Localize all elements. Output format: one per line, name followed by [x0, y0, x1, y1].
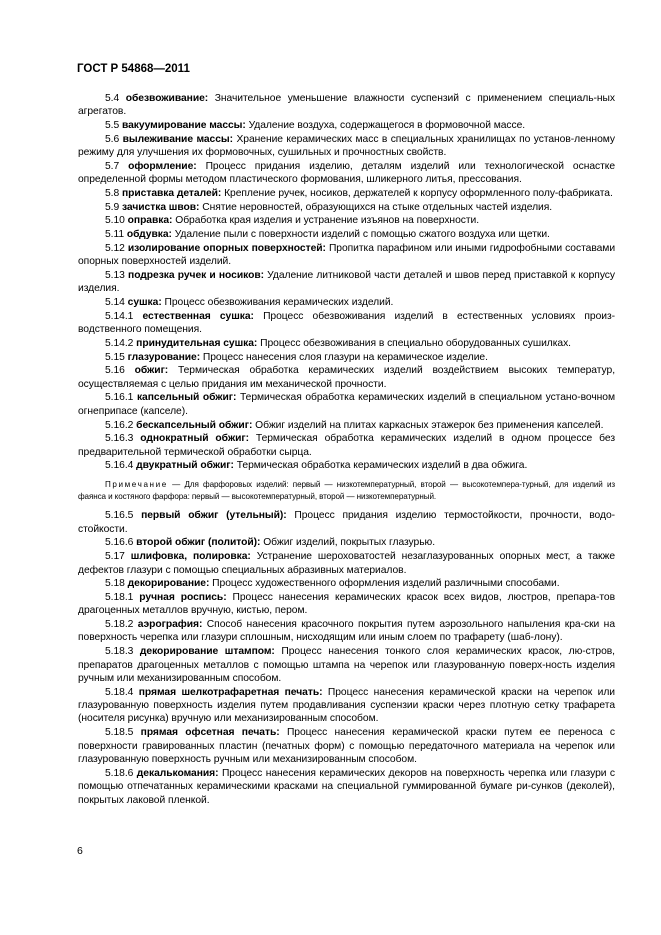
term: изолирование опорных поверхностей: — [127, 242, 326, 254]
clause-number: 5.14.2 — [105, 337, 134, 349]
definition-5-18-1 — [78, 591, 615, 618]
clause-number: 5.18.2 — [105, 619, 134, 631]
definition-text: Обработка края изделия и устранение изъянов на поверхности. — [175, 215, 480, 227]
definition-text: Удаление пыли с поверхности изделий с помощью сжатого воздуха или щетки. — [174, 229, 550, 241]
definition-text: Способ нанесения красочного покрытия путем аэрозольного напыления кра-ски на поверхность черепка или глазури сплошным, нисходящим или иным слоем по трафарету (шаб-лону). — [78, 619, 615, 644]
definition-5-18-5 — [78, 726, 615, 766]
clause-number: 5.18.5 — [105, 727, 134, 739]
clause-number: 5.10 — [105, 215, 125, 227]
term: оформление: — [128, 160, 197, 172]
term: бескапсельный обжиг: — [136, 419, 253, 431]
term: обезвоживание: — [125, 93, 209, 104]
clause-number: 5.18.3 — [105, 646, 134, 658]
definition-text: Термическая обработка керамических изделий в специальном устано-вочном огнеприпасе (капселе). — [78, 392, 615, 417]
definition-text: Процесс придания изделию, деталям изделий или технологической оснастке определенной формы методом пластического формования, шликерного литья, прессования. — [78, 160, 616, 186]
clause-number: 5.7 — [105, 160, 120, 172]
clause-number: 5.8 — [105, 188, 120, 200]
definitions-list-continued — [78, 509, 615, 807]
clause-number: 5.14.1 — [105, 310, 134, 322]
definition-5-14 — [78, 296, 615, 309]
term: декалькомания: — [136, 767, 219, 779]
term: первый обжиг (утельный): — [141, 510, 287, 522]
definition-5-6 — [78, 133, 615, 160]
term: вылеживание массы: — [122, 133, 234, 145]
definition-5-17 — [78, 550, 615, 577]
definition-text: Удаление воздуха, содержащегося в формовочной массе. — [248, 120, 526, 132]
term: декорирование штампом: — [139, 646, 275, 658]
definition-5-14-2 — [78, 337, 615, 350]
term: естественная сушка: — [142, 310, 254, 322]
definition-text: Процесс обезвоживания изделий в естественных условиях произ-водственного помещения. — [78, 310, 615, 336]
clause-number: 5.13 — [105, 269, 125, 281]
term: декорирование: — [127, 578, 210, 590]
definition-text: Обжиг изделий, покрытых глазурью. — [263, 537, 436, 549]
definition-5-18 — [78, 577, 615, 590]
term: вакуумирование массы: — [121, 120, 246, 132]
clause-number: 5.16.5 — [105, 510, 134, 522]
definition-text: Процесс нанесения слоя глазури на керамическое изделие. — [202, 351, 488, 363]
clause-number: 5.6 — [105, 133, 120, 145]
definition-text: Устранение шероховатостей незаглазурованных опорных мест, а также дефектов глазури с помощью специальных абразивных материалов. — [78, 551, 616, 576]
definition-text: Термическая обработка керамических изделий воздействием высоких температур, осуществляемая с целью придания им механической прочности. — [78, 365, 616, 390]
term: прямая офсетная печать: — [140, 727, 280, 739]
definition-5-18-4 — [78, 686, 615, 726]
term: ручная роспись: — [139, 591, 227, 603]
clause-number: 5.16.6 — [105, 537, 134, 549]
definition-5-16 — [78, 364, 615, 391]
document-body — [78, 92, 615, 807]
term: шлифовка, полировка: — [130, 551, 251, 563]
note — [78, 479, 615, 503]
term: оправка: — [127, 215, 173, 227]
definition-5-7 — [78, 160, 615, 187]
term: обдувка: — [126, 229, 172, 241]
definition-text: Процесс нанесения керамической краски путем ее переноса с поверхности гравированных пластин (печатных форм) с помощью передаточного материала на черепок или глазурованную поверхность ручным или механизированным способом. — [78, 727, 616, 765]
term: прямая шелкотрафаретная печать: — [138, 686, 323, 698]
definition-5-16-2 — [78, 419, 615, 432]
page-header: ГОСТ Р 54868—2011 — [77, 63, 190, 75]
definition-5-18-2 — [78, 618, 615, 645]
term: глазурование: — [127, 351, 201, 363]
definition-5-4 — [78, 92, 615, 119]
page-number: 6 — [77, 845, 83, 857]
clause-number: 5.16.3 — [105, 433, 134, 445]
term: принудительная сушка: — [136, 337, 258, 349]
term: зачистка швов: — [121, 201, 200, 213]
term: сушка: — [127, 297, 162, 309]
definition-text: Процесс обезвоживания керамических изделий. — [164, 297, 394, 309]
clause-number: 5.16.2 — [105, 419, 134, 431]
definition-5-14-1 — [78, 310, 615, 337]
definition-5-8 — [78, 187, 615, 200]
definition-text: Процесс нанесения тонкого слоя керамических красок, лю-стров, препаратов драгоценных металлов с помощью штампа на черепок или глазурованную поверх-ность изделия ручным или механизированным способом. — [78, 646, 615, 684]
definition-text: Процесс нанесения керамической краски на черепок или глазурованную поверхность изделия путем продавливания суспензии краски через плотную сетку трафарета (носителя рисунка) вручную или механизированным способом. — [78, 686, 615, 725]
definition-5-16-1 — [78, 391, 615, 418]
clause-number: 5.16.4 — [105, 460, 134, 472]
clause-number: 5.16 — [105, 365, 125, 377]
definition-text: Крепление ручек, носиков, держателей к корпусу оформленного полу-фабриката. — [224, 188, 613, 200]
definition-5-5 — [78, 119, 615, 132]
term: однократный обжиг: — [140, 433, 249, 445]
clause-number: 5.5 — [105, 120, 120, 132]
definition-text: Хранение керамических масс в специальных хранилищах по установ-ленному режиму для улучшения их формовочных, сушильных и прочностных свойств. — [78, 133, 615, 159]
clause-number: 5.17 — [105, 551, 125, 563]
definition-5-16-6 — [78, 536, 615, 549]
term: обжиг: — [134, 365, 169, 377]
term: приставка деталей: — [121, 188, 222, 200]
definition-5-11 — [78, 228, 615, 241]
definition-5-10 — [78, 214, 615, 227]
clause-number: 5.12 — [105, 242, 125, 254]
clause-number: 5.18 — [105, 578, 125, 590]
term: капсельный обжиг: — [136, 392, 237, 404]
definition-text: Снятие неровностей, образующихся на стыке отдельных частей изделия. — [202, 201, 553, 213]
definition-text: Термическая обработка керамических изделий в два обжига. — [236, 460, 528, 472]
clause-number: 5.4 — [105, 93, 120, 104]
definition-text: Пропитка парафином или иными гидрофобными составами опорных поверхностей изделий. — [78, 242, 616, 268]
definition-text: Процесс придания изделию термостойкости, прочности, водо-стойкости. — [78, 510, 615, 535]
clause-number: 5.18.4 — [105, 686, 134, 698]
definition-5-18-6 — [78, 767, 615, 807]
clause-number: 5.15 — [105, 351, 125, 363]
note-label: Примечание — [105, 479, 168, 489]
definition-text: Термическая обработка керамических изделий в одном процессе без предварительной термической обработки сырца. — [78, 433, 616, 458]
clause-number: 5.14 — [105, 297, 125, 309]
clause-number: 5.9 — [105, 201, 120, 213]
definition-5-16-4 — [78, 459, 615, 472]
definition-text: Процесс нанесения керамических декоров на поверхность черепка или глазури с помощью отпечатанных керамическими красками на специальной гуммированной бумаге ри-сунков (деколей), покрытых лаковой пленкой. — [78, 767, 616, 806]
definition-5-12 — [78, 242, 615, 269]
definition-text: Удаление литниковой части деталей и швов перед приставкой к корпусу изделия. — [78, 269, 615, 295]
definition-5-9 — [78, 201, 615, 214]
note-text: — Для фарфоровых изделий: первый — низкотемпературный, второй — высокотемпера-турный, для изделий из фаянса и костяного фарфора: первый — высокотемпературный, второй — низкотемпературный. — [78, 479, 615, 501]
term: двукратный обжиг: — [136, 460, 234, 472]
definition-text: Обжиг изделий на плитах каркасных этажерок без применения капселей. — [255, 419, 604, 431]
term: подрезка ручек и носиков: — [128, 269, 264, 281]
term: второй обжиг (политой): — [136, 537, 261, 549]
clause-number: 5.16.1 — [105, 392, 134, 404]
definition-5-16-3 — [78, 432, 615, 459]
definition-text: Процесс обезвоживания в специально оборудованных сушилках. — [260, 337, 571, 349]
definition-5-15 — [78, 351, 615, 364]
definition-text: Процесс художественного оформления изделий различными способами. — [212, 578, 560, 590]
definition-5-13 — [78, 269, 615, 296]
definitions-list — [78, 92, 615, 473]
definition-text: Значительное уменьшение влажности суспензий с применением специаль-ных агрегатов. — [78, 93, 616, 118]
definition-text: Процесс нанесения керамических красок всех видов, люстров, препара-тов драгоценных металлов вручную, кистью, пером. — [78, 591, 615, 617]
definition-5-16-5 — [78, 509, 615, 536]
definition-5-18-3 — [78, 645, 615, 685]
clause-number: 5.11 — [105, 229, 125, 241]
clause-number: 5.18.6 — [105, 767, 134, 779]
term: аэрография: — [137, 619, 203, 631]
clause-number: 5.18.1 — [105, 591, 134, 603]
